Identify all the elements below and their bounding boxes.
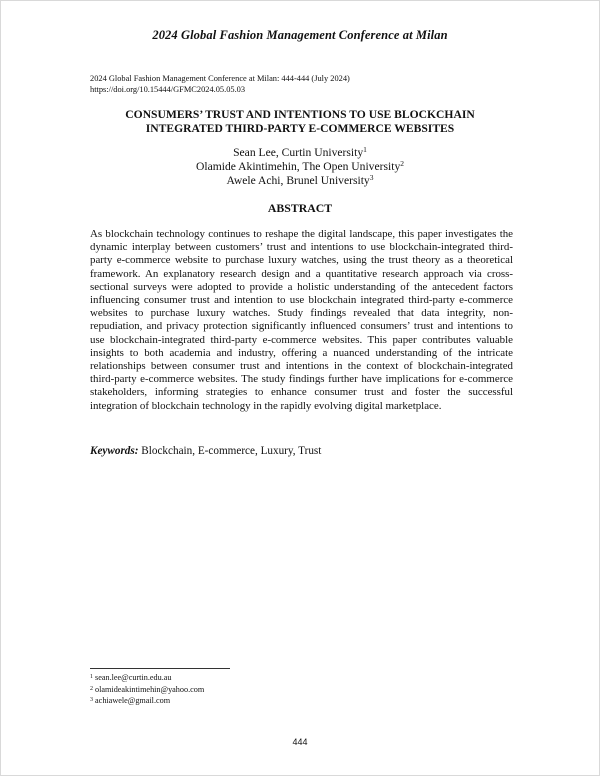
- author-entry: [61, 160, 539, 174]
- abstract-heading: ABSTRACT: [267, 201, 333, 215]
- footnote-marker: 1: [90, 674, 93, 680]
- footnote: [90, 695, 204, 707]
- footnote-email[interactable]: olamideakintimehin@yahoo.com: [95, 684, 205, 694]
- footnote-marker: 2: [90, 685, 93, 692]
- abstract-body: As blockchain technology continues to reshape the digital landscape, this paper investigates the dynamic interplay between customers’ trust and intentions to use blockchain-integrated third-party e-commerce website to purchase luxury watches, using the trust theory as a theoretical framework. An explanatory research design and a quantitative research approach via cross-sectional surveys were adopted to provide a holistic understanding of the antecedent factors influencing consumer trust and intention to use blockchain integrated third-party e-commerce websites to purchase luxury watches. Study findings revealed that data integrity, non-repudiation, and privacy protection significantly influenced consumers’ trust and intentions to use blockchain-integrated third-party e-commerce websites. This paper contributes valuable insights to both academia and industry, offering a nuanced understanding of the intricate relationships between consumer trust and intentions in the context of blockchain-integrated third-party e-commerce websites. The study findings further have implications for e-commerce stakeholders, informing strategies to enhance consumer trust and foster the successful integration of blockchain technology in the rapidly evolving digital marketplace.: [90, 228, 513, 412]
- footnote-marker: 3: [90, 697, 93, 703]
- author-name: Olamide Akintimehin, The Open University: [195, 160, 401, 173]
- footnote-marker: 3: [369, 173, 374, 182]
- page-number: 444: [292, 737, 308, 747]
- footnote: [90, 684, 204, 696]
- running-header: 2024 Global Fashion Management Conference at Milan: [152, 28, 448, 42]
- footnote-marker: 1: [363, 145, 367, 154]
- paper-title-line: INTEGRATED THIRD-PARTY E-COMMERCE WEBSITES: [145, 122, 455, 135]
- keywords-line: [90, 445, 321, 457]
- author-entry: [61, 174, 539, 188]
- footnotes: [90, 672, 204, 707]
- footnote-email[interactable]: achiawele@gmail.com: [95, 696, 171, 705]
- footnote-marker: 2: [400, 159, 404, 168]
- footnote-email[interactable]: sean.lee@curtin.edu.au: [95, 673, 172, 682]
- citation-line: 2024 Global Fashion Management Conference at Milan: 444-444 (July 2024): [90, 74, 350, 83]
- author-name: Awele Achi, Brunel University: [226, 174, 370, 187]
- author-entry: [61, 146, 539, 160]
- keywords-label: Keywords:: [90, 445, 139, 457]
- doi-link[interactable]: https://doi.org/10.15444/GFMC2024.05.05.03: [90, 85, 246, 94]
- paper-title: [61, 108, 539, 136]
- footnote-divider: [90, 668, 230, 669]
- footnote: [90, 672, 204, 684]
- keywords-value: Blockchain, E-commerce, Luxury, Trust: [141, 445, 322, 457]
- paper-title-line: CONSUMERS’ TRUST AND INTENTIONS TO USE BLOCKCHAIN: [125, 108, 475, 121]
- author-name: Sean Lee, Curtin University: [233, 146, 364, 159]
- citation-block: [90, 73, 350, 95]
- author-list: [61, 146, 539, 188]
